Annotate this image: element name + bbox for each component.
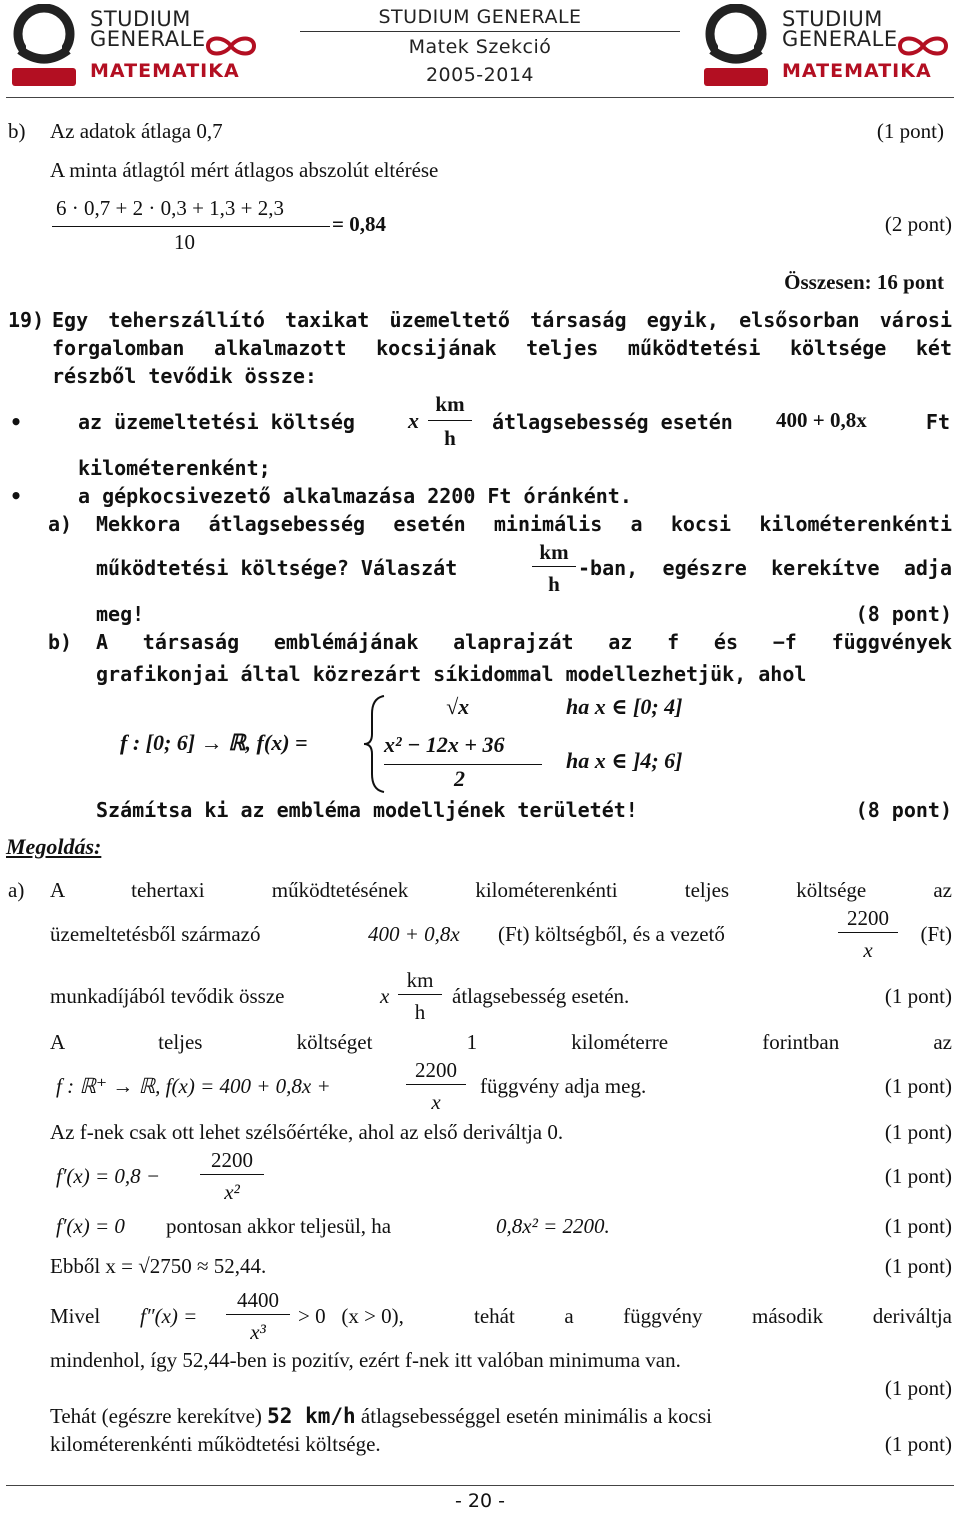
points: (1 pont) — [884, 1074, 952, 1098]
case2-num: x² − 12x + 36 — [384, 732, 505, 757]
unit-den: h — [444, 426, 456, 450]
task-19 — [8, 306, 952, 390]
text: az üzemeltetési költség — [78, 410, 355, 434]
points: (2 pont) — [884, 212, 952, 236]
logo-line1: STUDIUM — [782, 7, 883, 31]
line2: grafikonjai által közrezárt síkidommal modellezhetjük, ahol — [96, 662, 807, 686]
s5-expr: f : ℝ⁺ → ℝ, f(x) = 400 + 0,8x + — [56, 1074, 331, 1098]
s4: A teljes költséget 1 kilométerre forintban az — [50, 1030, 952, 1054]
prev-formula — [50, 194, 950, 260]
bullet-icon: • — [10, 484, 23, 508]
line1: A társaság emblémájának alaprajzát az f és −f függvények — [96, 630, 952, 654]
frac-den: x — [431, 1090, 441, 1114]
intro-line2: forgalomban alkalmazott kocsijának teljes működtetési költsége két — [52, 336, 952, 360]
logo-right — [696, 4, 956, 90]
bullet-icon: • — [10, 410, 23, 434]
footer-rule — [6, 1485, 954, 1486]
line3: meg! — [96, 602, 145, 626]
frac-num: 2200 — [847, 906, 889, 930]
fraction-bar — [200, 1174, 264, 1175]
page-number: - 20 - — [455, 1490, 505, 1512]
piecewise-function — [110, 690, 730, 798]
s2c: (Ft) — [920, 922, 952, 946]
header — [0, 0, 960, 96]
text: átlagsebesség esetén — [492, 410, 733, 434]
frac-den: x³ — [250, 1320, 266, 1344]
s10-expr: f″(x) = — [140, 1304, 198, 1328]
infinity-icon — [892, 34, 954, 58]
logo-line2: GENERALE — [90, 27, 206, 51]
points: (1 pont) — [884, 1376, 952, 1400]
total-points — [8, 268, 952, 296]
s10a: Mivel — [50, 1304, 101, 1328]
logo-emblem-icon — [696, 4, 776, 88]
points: (8 pont) — [855, 798, 952, 822]
intro-line1: Egy teherszállító taxikat üzemeltető társaság egyik, elsősorban városi — [52, 308, 952, 332]
item-label: a) — [48, 512, 73, 536]
s9: Ebből x = √2750 ≈ 52,44. — [50, 1254, 267, 1278]
line2a: működtetési költsége? Válaszát — [96, 556, 458, 580]
item-label: b) — [48, 630, 73, 654]
header-years: 2005-2014 — [425, 64, 535, 86]
unit-num: km — [539, 540, 569, 564]
line2b: -ban, egészre kerekítve adja — [578, 556, 952, 580]
fraction-bar — [532, 566, 576, 567]
unit-den: h — [548, 572, 560, 596]
s8-expr: f′(x) = 0 — [56, 1214, 125, 1238]
intro-line3: részből tevődik össze: — [52, 364, 317, 388]
s10b: tehát a függvény második deriváltja — [474, 1304, 952, 1328]
logo-line2: GENERALE — [782, 27, 898, 51]
unit-ft: Ft — [925, 410, 950, 434]
s2a: üzemeltetésből származó — [50, 922, 261, 946]
line3: Számítsa ki az embléma modelljének területét! — [96, 798, 638, 822]
points: (1 pont) — [884, 984, 952, 1008]
points: (1 pont) — [884, 1254, 952, 1278]
fraction-bar — [384, 764, 542, 765]
infinity-icon — [200, 34, 262, 58]
case1-cond: ha x ∈ [0; 4] — [566, 694, 683, 719]
text: Az adatok átlaga 0,7 — [50, 119, 223, 143]
fraction-bar — [838, 932, 898, 933]
s7-expr: f′(x) = 0,8 − — [56, 1164, 161, 1188]
s5b: függvény adja meg. — [480, 1074, 647, 1098]
item-label: a) — [8, 878, 25, 902]
fraction-bar — [398, 994, 442, 995]
task-number: 19) — [8, 308, 45, 332]
logo-line3: MATEMATIKA — [90, 60, 240, 82]
s1: A tehertaxi működtetésének kilométerenkénti teljes költsége az — [50, 878, 952, 902]
text: A minta átlagtól mért átlagos abszolút eltérése — [50, 158, 439, 182]
s10-gt: > 0 (x > 0), — [298, 1304, 404, 1328]
logo-emblem-icon — [4, 4, 84, 88]
s2b: (Ft) költségből, és a vezető — [498, 922, 725, 946]
frac-den: x² — [224, 1180, 240, 1204]
frac-den: x — [863, 938, 873, 962]
logo-line1: STUDIUM — [90, 7, 191, 31]
fraction-bar — [428, 420, 472, 421]
points: (8 pont) — [855, 602, 952, 626]
frac-num: 2200 — [211, 1148, 253, 1172]
frac-num: 4400 — [237, 1288, 279, 1312]
text: a gépkocsivezető alkalmazása 2200 Ft óránként. — [78, 484, 632, 508]
logo-left — [4, 4, 264, 90]
logo-line3: MATEMATIKA — [782, 60, 932, 82]
unit-den: h — [414, 1000, 426, 1024]
unit-num: km — [435, 392, 465, 416]
formula-result: = 0,84 — [332, 212, 386, 236]
case2-cond: ha x ∈ ]4; 6] — [566, 748, 683, 773]
s12 — [50, 1402, 712, 1430]
unit-num: km — [406, 968, 434, 992]
var-x: x — [408, 408, 419, 433]
case2-den: 2 — [454, 766, 465, 791]
s13: kilométerenkénti működtetési költsége. — [50, 1432, 381, 1456]
fraction-bar — [52, 226, 330, 227]
prev-b-line1 — [8, 117, 952, 145]
task-19a — [8, 510, 952, 630]
solution-heading: Megoldás: — [6, 834, 102, 859]
expr: 400 + 0,8x — [776, 408, 867, 432]
prev-b-line2 — [8, 156, 952, 184]
header-title: STUDIUM GENERALE — [378, 6, 582, 28]
s3b: átlagsebesség esetén. — [452, 984, 630, 1008]
var-x: x — [380, 984, 390, 1008]
line1: Mekkora átlagsebesség esetén minimális a kocsi kilométerenkénti — [96, 512, 952, 536]
s8-eq: 0,8x² = 2200. — [496, 1214, 610, 1238]
fraction-bar — [406, 1084, 466, 1085]
points: (1 pont) — [884, 1164, 952, 1188]
s11: mindenhol, így 52,44-ben is pozitív, ezért f-nek itt valóban minimuma van. — [50, 1348, 681, 1372]
frac-num: 2200 — [415, 1058, 457, 1082]
points: (1 pont) — [884, 1432, 952, 1456]
s12-bold: 52 km/h — [267, 1404, 356, 1428]
bullet-1-cont: kilométerenként; — [78, 456, 271, 480]
case1-expr: √x — [446, 694, 470, 719]
formula-denominator: 10 — [174, 230, 195, 254]
points: (1 pont) — [884, 1120, 952, 1144]
fraction-bar — [226, 1314, 290, 1315]
s8-text: pontosan akkor teljesül, ha — [166, 1214, 392, 1238]
total-text: Összesen: 16 pont — [784, 270, 944, 294]
solution-a — [8, 874, 952, 1464]
header-rule — [6, 97, 954, 98]
points: (1 pont) — [884, 1214, 952, 1238]
s12b: átlagsebességgel esetén minimális a kocsi — [360, 1404, 712, 1428]
s12a: Tehát (egészre kerekítve) — [50, 1404, 262, 1428]
s6: Az f-nek csak ott lehet szélsőértéke, ahol az első deriváltja 0. — [50, 1120, 564, 1144]
s2-expr: 400 + 0,8x — [368, 922, 460, 946]
f-definition: f : [0; 6] → ℝ, f(x) = — [120, 730, 308, 755]
header-subtitle: Matek Szekció — [408, 36, 552, 58]
formula-numerator: 6 · 0,7 + 2 · 0,3 + 1,3 + 2,3 — [56, 196, 285, 220]
points: (1 pont) — [876, 119, 944, 143]
s3a: munkadíjából tevődik össze — [50, 984, 285, 1008]
item-label: b) — [8, 119, 26, 143]
bullet-1 — [8, 392, 952, 452]
header-divider — [300, 31, 680, 32]
